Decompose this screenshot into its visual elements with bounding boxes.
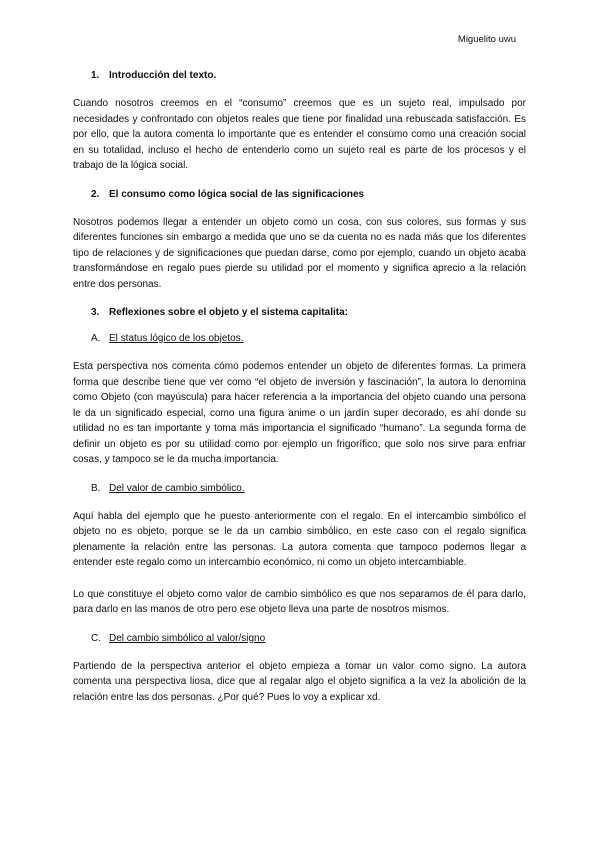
section-number: 1. <box>91 70 100 81</box>
paragraph: Cuando nosotros creemos en el “consumo” creemos que es un sujeto real, impulsado por necesidades y confrontado con objetos reales que tiene por finalidad una rebuscada satisfacción. Es por ello, que la autora comenta lo importante que es entender el consumo como una creación social en su totalidad, incluso el hecho de entenderlo como un sujeto real es parte de los procesos y el trabajo de la lógica social. <box>73 98 526 171</box>
section-number: 2. <box>91 188 100 200</box>
paragraph: Esta perspectiva nos comenta cómo podemos entender un objeto de diferentes formas. La primera forma que describe tiene que ver como “el objeto de inversión y fascinación”, la autora lo denomina como Objeto (con mayúscula) para hacer referencia a la importancia del objeto cuando una persona le da un significado especial, como una figura anime o un jardín super decorado, es ahí donde su utilidad no es tan importante y toma más importancia el significado “humano”. La segunda forma de definir un objeto es por su utilidad como por ejemplo un frigorífico, que solo nos sirve para enfriar cosas, y tampoco se le da mucha importancia. <box>73 361 526 465</box>
document-body <box>73 68 526 705</box>
section-title: Reflexiones sobre el objeto y el sistema capitalita: <box>109 307 348 318</box>
section-title: El consumo como lógica social de las significaciones <box>109 188 365 200</box>
subsection-letter: A. <box>91 333 101 344</box>
subsection-title: Del cambio simbólico al valor/signo <box>109 632 266 644</box>
subsection-heading-a <box>73 331 526 346</box>
paragraph: Aquí habla del ejemplo que he puesto anteriormente con el regalo. En el intercambio simbólico el objeto no es objeto, porque se le da un cambio simbólico, en este caso con el regalo significa plenamente la relación entre las personas. La autora comenta que tampoco podemos llegar a entender este regalo como un intercambio económico, ni como un objeto intercambiable. <box>73 510 526 568</box>
header-author: Miguelito uwu <box>457 34 516 45</box>
subsection-letter: C. <box>91 632 101 644</box>
section-title: Introducción del texto. <box>109 70 217 81</box>
subsection-title: El status lógico de los objetos. <box>109 333 244 344</box>
paragraph: Nosotros podemos llegar a entender un objeto como un cosa, con sus colores, sus formas y sus diferentes funciones sin embargo a medida que uno se da cuenta no es nada más que los diferentes tipo de relaciones y de significaciones que puedan darse, como por ejemplo, cuando un objeto acaba transformándose en regalo pues pierde su utilidad por el momento y significa aprecio a la relación entre dos personas. <box>73 216 526 290</box>
section-heading-3 <box>73 305 526 320</box>
subsection-heading-b <box>73 481 526 496</box>
paragraph: Partiendo de la perspectiva anterior el objeto empieza a tomar un valor como signo. La autora comenta una perspectiva liosa, dice que al regalar algo el objeto significa a la vez la abolición de la relación entre las dos personas. ¿Por qué? Pues lo voy a explicar xd. <box>73 660 526 703</box>
subsection-letter: B. <box>91 482 101 494</box>
section-number: 3. <box>91 307 100 318</box>
paragraph: Lo que constituye el objeto como valor de cambio simbólico es que nos separamos de él para darlo, para darlo en las manos de otro pero ese objeto lleva una parte de nosotros mismos. <box>73 588 526 615</box>
subsection-title: Del valor de cambio simbólico. <box>109 482 245 494</box>
subsection-heading-c <box>73 631 526 646</box>
section-heading-1 <box>73 68 526 83</box>
section-heading-2 <box>73 187 526 202</box>
